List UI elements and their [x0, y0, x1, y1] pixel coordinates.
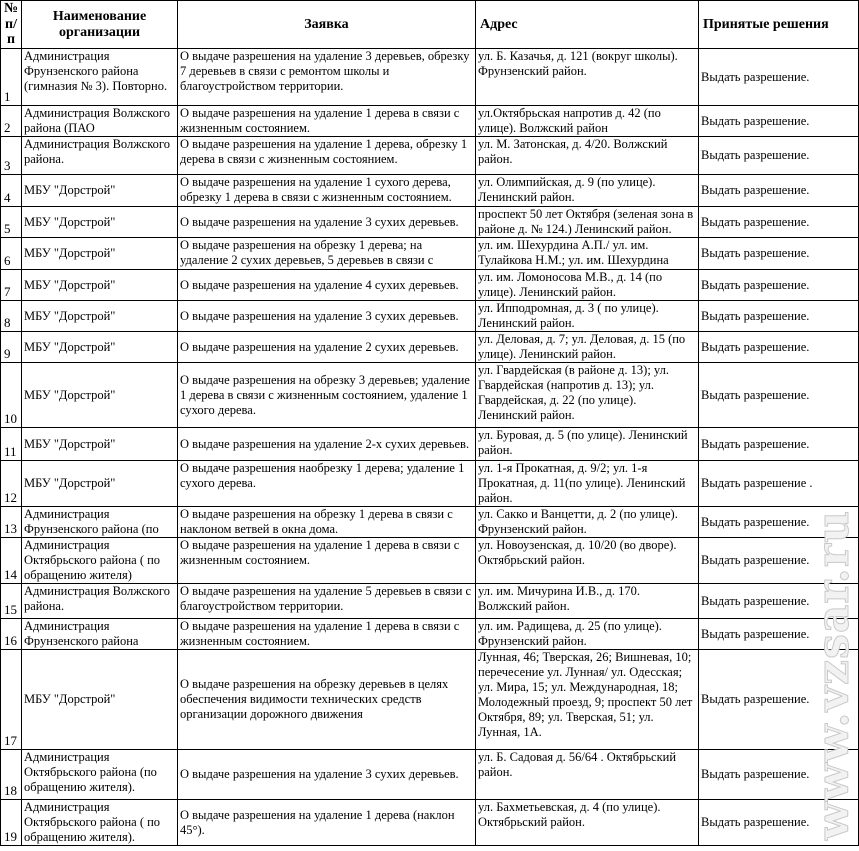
address-cell: ул. им. Шехурдина А.П./ ул. им. Тулайкова Н.М.; ул. им. Шехурдина: [476, 238, 699, 270]
table-row: [1, 301, 859, 332]
row-number: 1: [1, 49, 22, 106]
table-row: [1, 363, 859, 428]
address-cell: ул. Ипподромная, д. 3 ( по улице). Ленинский район.: [476, 301, 699, 332]
address-cell: ул. им. Мичурина И.В., д. 170. Волжский район.: [476, 584, 699, 619]
organization-cell: МБУ "Дорстрой": [22, 238, 178, 270]
request-cell: О выдаче разрешения на удаление 2 сухих деревьев.: [178, 332, 476, 363]
organization-cell: Администрация Октябрьского района ( по обращению жителя).: [22, 800, 178, 846]
decision-cell: Выдать разрешение.: [699, 137, 859, 175]
address-cell: ул. Олимпийская, д. 9 (по улице). Ленинский район.: [476, 175, 699, 207]
address-cell: ул. Сакко и Ванцетти, д. 2 (по улице). Фрунзенский район.: [476, 507, 699, 538]
organization-cell: Администрация Волжского района.: [22, 584, 178, 619]
organization-cell: Администрация Фрунзенского района: [22, 619, 178, 650]
row-number: 3: [1, 137, 22, 175]
address-cell: ул. им. Радищева, д. 25 (по улице). Фрунзенский район.: [476, 619, 699, 650]
row-number: 16: [1, 619, 22, 650]
request-cell: О выдаче разрешения на удаление 4 сухих деревьев.: [178, 270, 476, 301]
organization-cell: МБУ "Дорстрой": [22, 428, 178, 461]
table-row: [1, 106, 859, 137]
request-cell: О выдаче разрешения на обрезку 1 дерева; на удаление 2 сухих деревьев, 5 деревьев в связи с: [178, 238, 476, 270]
decision-cell: Выдать разрешение.: [699, 363, 859, 428]
address-cell: ул. Новоузенская, д. 10/20 (во дворе). Октябрьский район.: [476, 538, 699, 584]
row-number: 4: [1, 175, 22, 207]
organization-cell: МБУ "Дорстрой": [22, 207, 178, 238]
row-number: 6: [1, 238, 22, 270]
row-number: 17: [1, 650, 22, 750]
table-row: [1, 137, 859, 175]
organization-cell: МБУ "Дорстрой": [22, 332, 178, 363]
table-row: [1, 207, 859, 238]
row-number: 5: [1, 207, 22, 238]
address-cell: ул. им. Ломоносова М.В., д. 14 (по улице). Ленинский район.: [476, 270, 699, 301]
address-cell: ул. М. Затонская, д. 4/20. Волжский район.: [476, 137, 699, 175]
row-number: 15: [1, 584, 22, 619]
table-row: [1, 461, 859, 507]
decision-cell: Выдать разрешение.: [699, 238, 859, 270]
table-row: [1, 270, 859, 301]
organization-cell: Администрация Фрунзенского района (по: [22, 507, 178, 538]
table-row: [1, 175, 859, 207]
decision-cell: Выдать разрешение.: [699, 650, 859, 750]
row-number: 8: [1, 301, 22, 332]
row-number: 10: [1, 363, 22, 428]
request-cell: О выдаче разрешения наобрезку 1 дерева; удаление 1 сухого дерева.: [178, 461, 476, 507]
request-cell: О выдаче разрешения на удаление 1 дерева, обрезку 1 дерева в связи с жизненным состоянием.: [178, 137, 476, 175]
table-row: [1, 619, 859, 650]
decision-cell: Выдать разрешение.: [699, 49, 859, 106]
request-cell: О выдаче разрешения на удаление 3 сухих деревьев.: [178, 301, 476, 332]
organization-cell: МБУ "Дорстрой": [22, 650, 178, 750]
header-address: Адрес: [476, 1, 699, 49]
request-cell: О выдаче разрешения на удаление 3 сухих деревьев.: [178, 750, 476, 800]
address-cell: ул. Б. Казачья, д. 121 (вокруг школы). Фрунзенский район.: [476, 49, 699, 106]
decision-cell: Выдать разрешение.: [699, 428, 859, 461]
decision-cell: Выдать разрешение.: [699, 538, 859, 584]
row-number: 19: [1, 800, 22, 846]
address-cell: ул. Б. Садовая д. 56/64 . Октябрьский район.: [476, 750, 699, 800]
request-cell: О выдаче разрешения на удаление 3 сухих деревьев.: [178, 207, 476, 238]
address-cell: ул. Гвардейская (в районе д. 13); ул. Гвардейская (напротив д. 13); ул. Гвардейская, д. 22 (по улице). Ленинский район.: [476, 363, 699, 428]
decision-cell: Выдать разрешение.: [699, 207, 859, 238]
organization-cell: МБУ "Дорстрой": [22, 363, 178, 428]
header-org: Наименование организации: [22, 1, 178, 49]
organization-cell: Администрация Волжского района.: [22, 137, 178, 175]
table-row: [1, 428, 859, 461]
request-cell: О выдаче разрешения на удаление 1 дерева в связи с жизненным состоянием.: [178, 538, 476, 584]
organization-cell: МБУ "Дорстрой": [22, 301, 178, 332]
decision-cell: Выдать разрешение.: [699, 800, 859, 846]
header-request: Заявка: [178, 1, 476, 49]
table-row: [1, 800, 859, 846]
address-cell: Лунная, 46; Тверская, 26; Вишневая, 10; перечесение ул. Лунная/ ул. Одесская; ул. Мира, 15; ул. Международная, 18; Молодежный проезд, 9; проспект 50 лет Октября, 89; ул. Тверская, 51; ул. Лунная, 1А.: [476, 650, 699, 750]
request-cell: О выдаче разрешения на удаление 1 сухого дерева, обрезку 1 дерева в связи с жизненным состоянием.: [178, 175, 476, 207]
address-cell: ул. Бахметьевская, д. 4 (по улице). Октябрьский район.: [476, 800, 699, 846]
table-row: [1, 238, 859, 270]
table-row: [1, 538, 859, 584]
organization-cell: МБУ "Дорстрой": [22, 461, 178, 507]
watermark: www.vzsar.ru: [808, 510, 859, 840]
row-number: 2: [1, 106, 22, 137]
decision-cell: Выдать разрешение .: [699, 461, 859, 507]
organization-cell: Администрация Октябрьского района ( по обращению жителя): [22, 538, 178, 584]
request-cell: О выдаче разрешения на удаление 1 дерева в связи с жизненным состоянием.: [178, 106, 476, 137]
row-number: 13: [1, 507, 22, 538]
address-cell: проспект 50 лет Октября (зеленая зона в районе д. № 124.) Ленинский район.: [476, 207, 699, 238]
request-cell: О выдаче разрешения на обрезку деревьев в целях обеспечения видимости технических средств организации дорожного движения: [178, 650, 476, 750]
request-cell: О выдаче разрешения на удаление 1 дерева в связи с жизненным состоянием.: [178, 619, 476, 650]
table-row: [1, 332, 859, 363]
request-cell: О выдаче разрешения на удаление 1 дерева (наклон 45°).: [178, 800, 476, 846]
header-decision: Принятые решения: [699, 1, 859, 49]
address-cell: ул.Октябрьская напротив д. 42 (по улице). Волжский район: [476, 106, 699, 137]
row-number: 7: [1, 270, 22, 301]
row-number: 14: [1, 538, 22, 584]
table-row: [1, 584, 859, 619]
organization-cell: Администрация Волжского района (ПАО: [22, 106, 178, 137]
decision-cell: Выдать разрешение.: [699, 301, 859, 332]
header-num: № п/п: [1, 1, 22, 49]
table-header-row: [1, 1, 859, 49]
organization-cell: Администрация Фрунзенского района (гимназия № 3). Повторно.: [22, 49, 178, 106]
row-number: 18: [1, 750, 22, 800]
request-cell: О выдаче разрешения на обрезку 1 дерева в связи с наклоном ветвей в окна дома.: [178, 507, 476, 538]
decision-cell: Выдать разрешение.: [699, 507, 859, 538]
decision-cell: Выдать разрешение.: [699, 584, 859, 619]
row-number: 9: [1, 332, 22, 363]
organization-cell: МБУ "Дорстрой": [22, 270, 178, 301]
request-cell: О выдаче разрешения на обрезку 3 деревьев; удаление 1 дерева в связи с жизненным состоянием, удаление 1 сухого дерева.: [178, 363, 476, 428]
table-row: [1, 507, 859, 538]
table-row: [1, 650, 859, 750]
decision-cell: Выдать разрешение.: [699, 332, 859, 363]
address-cell: ул. Деловая, д. 7; ул. Деловая, д. 15 (по улице). Ленинский район.: [476, 332, 699, 363]
organization-cell: Администрация Октябрьского района (по обращению жителя).: [22, 750, 178, 800]
decision-cell: Выдать разрешение.: [699, 106, 859, 137]
row-number: 12: [1, 461, 22, 507]
address-cell: ул. Буровая, д. 5 (по улице). Ленинский район.: [476, 428, 699, 461]
organization-cell: МБУ "Дорстрой": [22, 175, 178, 207]
row-number: 11: [1, 428, 22, 461]
table-row: [1, 49, 859, 106]
address-cell: ул. 1-я Прокатная, д. 9/2; ул. 1-я Прокатная, д. 11(по улице). Ленинский район.: [476, 461, 699, 507]
request-cell: О выдаче разрешения на удаление 3 деревьев, обрезку 7 деревьев в связи с ремонтом школы и благоустройством территории.: [178, 49, 476, 106]
request-cell: О выдаче разрешения на удаление 5 деревьев в связи с благоустройством территории.: [178, 584, 476, 619]
decision-cell: Выдать разрешение.: [699, 175, 859, 207]
decision-cell: Выдать разрешение.: [699, 270, 859, 301]
table-row: [1, 750, 859, 800]
decision-cell: Выдать разрешение.: [699, 750, 859, 800]
decision-cell: Выдать разрешение.: [699, 619, 859, 650]
request-cell: О выдаче разрешения на удаление 2-х сухих деревьев.: [178, 428, 476, 461]
